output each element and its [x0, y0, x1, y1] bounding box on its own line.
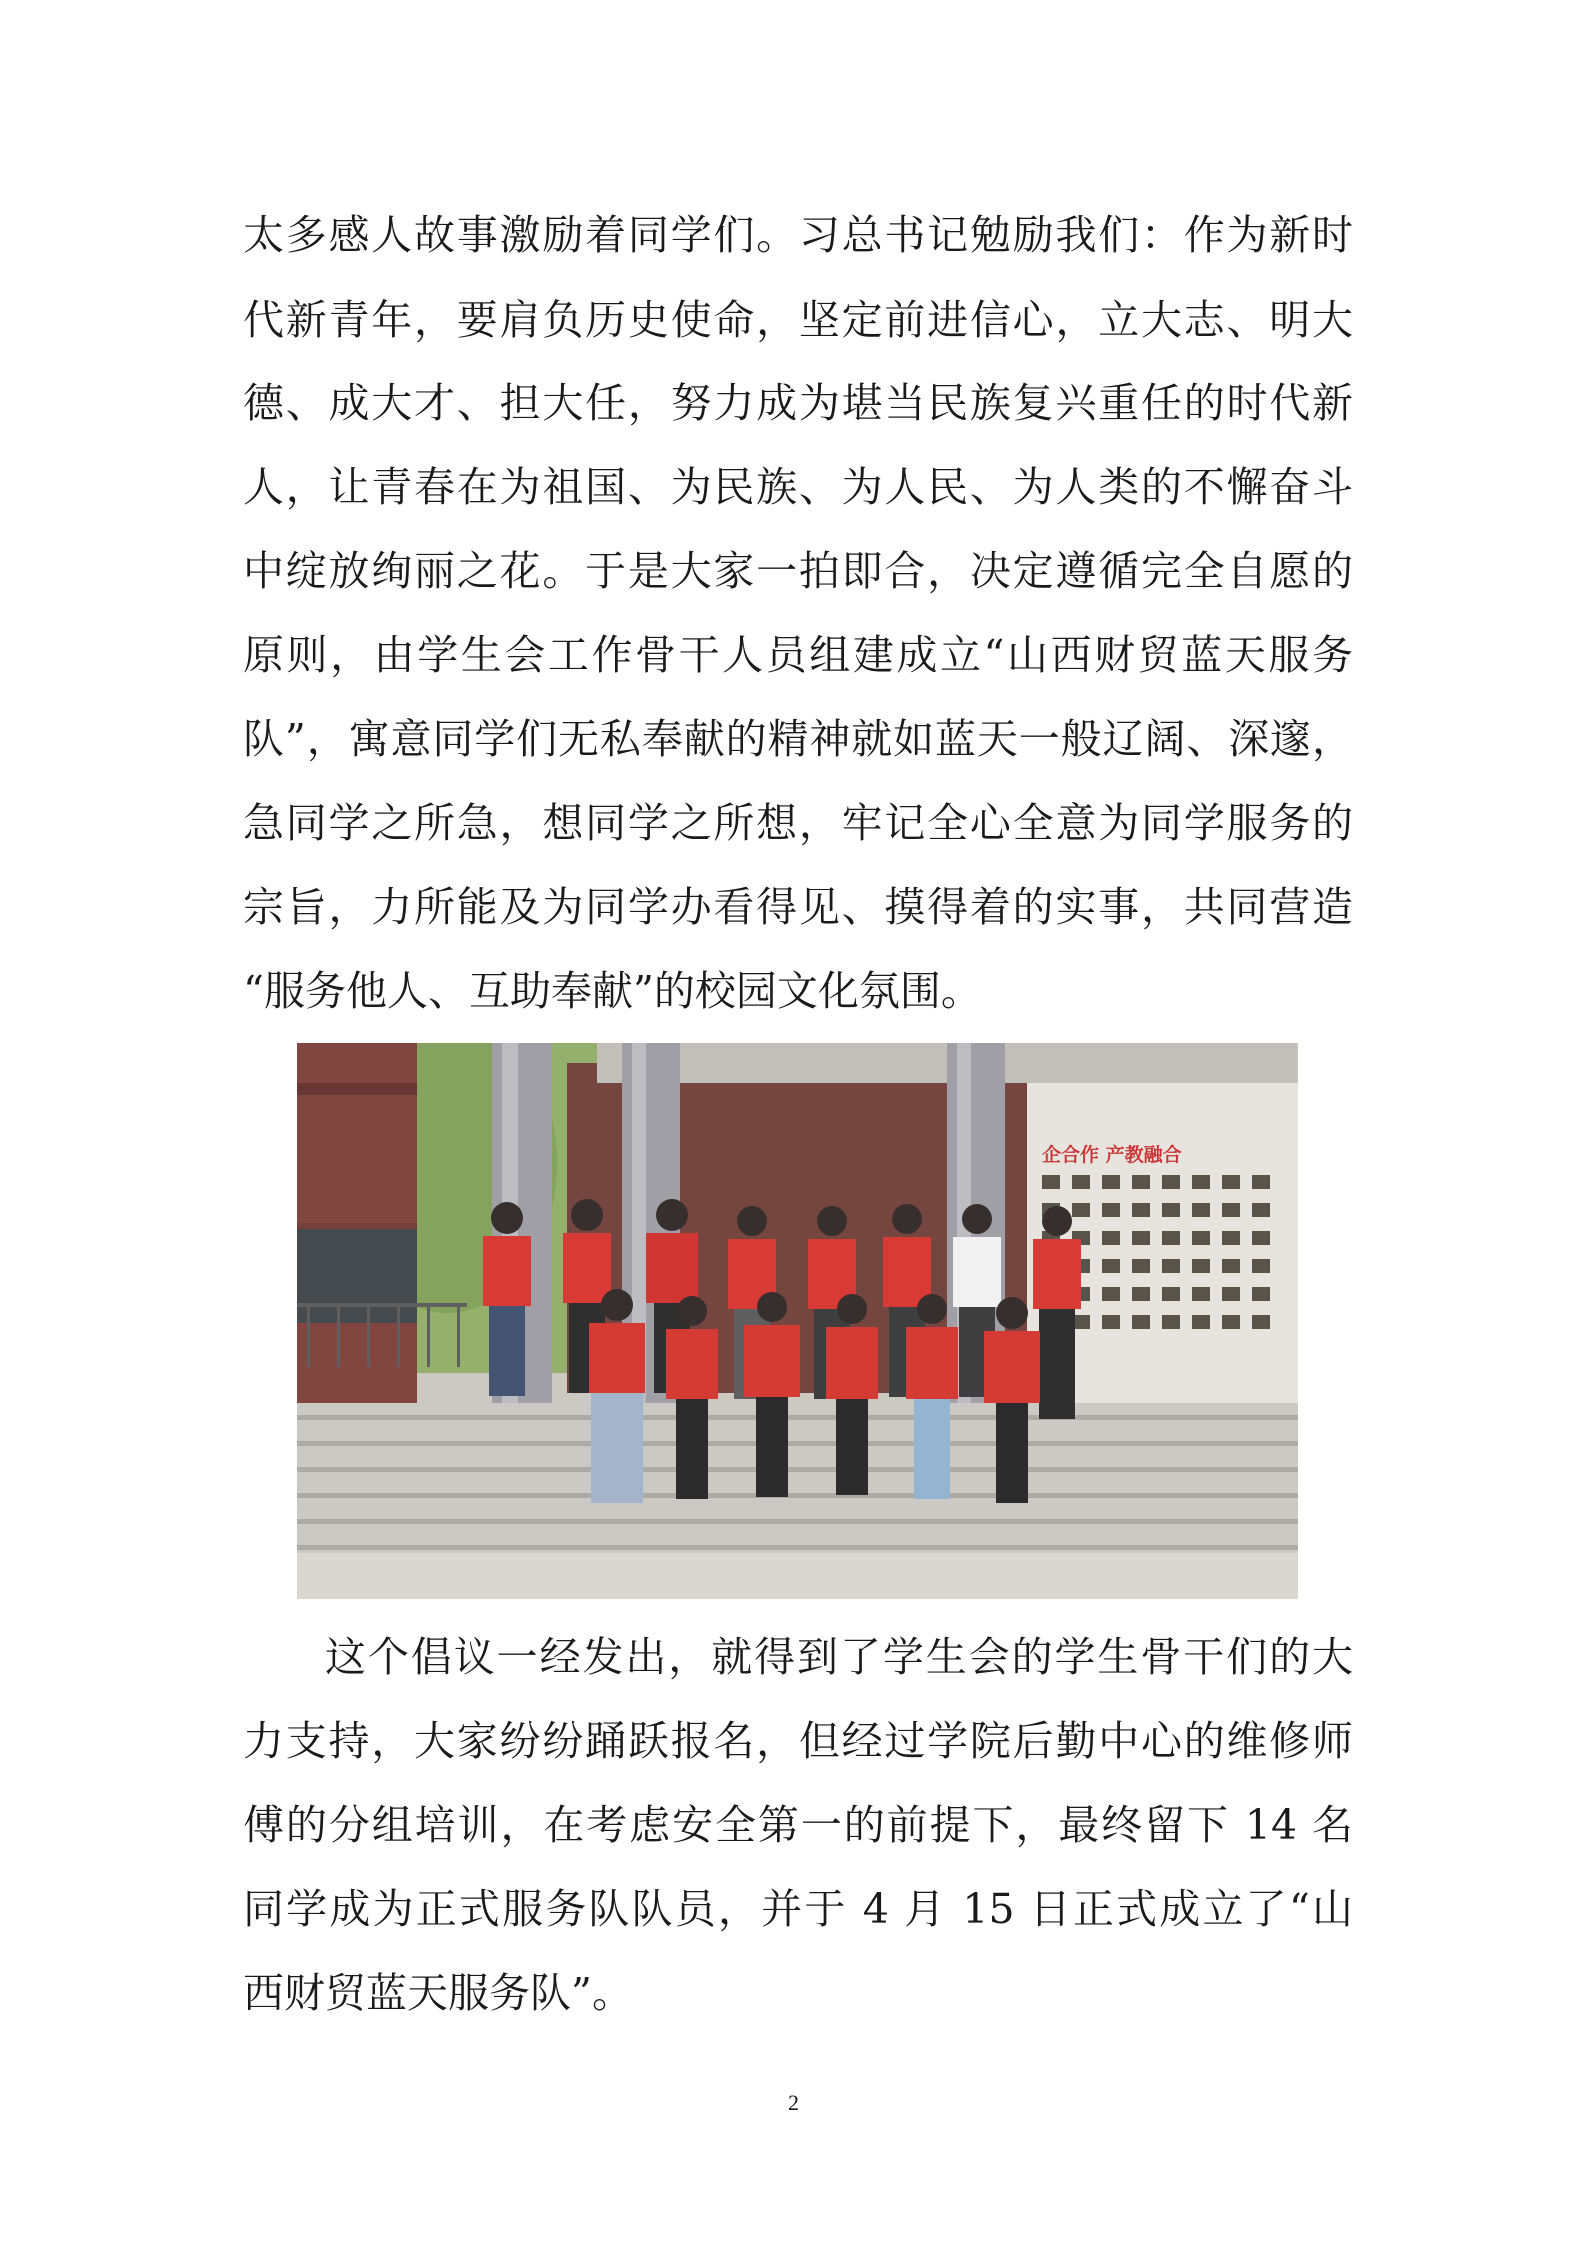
- paragraph-line: 人，让青春在为祖国、为民族、为人民、为人类的不懈奋斗: [243, 463, 1353, 511]
- paragraph-line: 急同学之所急，想同学之所想，牢记全心全意为同学服务的: [243, 799, 1353, 847]
- paragraph-line: 队”，寓意同学们无私奉献的精神就如蓝天一般辽阔、深邃，: [243, 715, 1353, 763]
- page-number: 2: [788, 2090, 799, 2115]
- banner-text: 企合作 产教融合: [1042, 1144, 1182, 1166]
- paragraph-line: 代新青年，要肩负历史使命，坚定前进信心，立大志、明大: [243, 296, 1353, 344]
- paragraph-line: 中绽放绚丽之花。于是大家一拍即合，决定遵循完全自愿的: [243, 547, 1353, 595]
- paragraph-line: 德、成大才、担大任，努力成为堪当民族复兴重任的时代新: [243, 379, 1353, 427]
- paragraph-line: 傅的分组培训，在考虑安全第一的前提下，最终留下 14 名: [243, 1801, 1353, 1849]
- paragraph-line: 原则，由学生会工作骨干人员组建成立“山西财贸蓝天服务: [243, 631, 1353, 679]
- paragraph-line: 宗旨，力所能及为同学办看得见、摸得着的实事，共同营造: [243, 883, 1353, 931]
- paragraph-line: 太多感人故事激励着同学们。习总书记勉励我们：作为新时: [243, 211, 1353, 259]
- paragraph-line: 同学成为正式服务队队员，并于 4 月 15 日正式成立了“山: [243, 1885, 1353, 1933]
- paragraph-line: “服务他人、互助奉献”的校园文化氛围。: [243, 967, 982, 1015]
- paragraph-line: 力支持，大家纷纷踊跃报名，但经过学院后勤中心的维修师: [243, 1717, 1353, 1765]
- paragraph-line: 这个倡议一经发出，就得到了学生会的学生骨干们的大: [325, 1633, 1353, 1681]
- paragraph-line: 西财贸蓝天服务队”。: [243, 1969, 633, 2017]
- group-photo: [297, 1043, 1298, 1599]
